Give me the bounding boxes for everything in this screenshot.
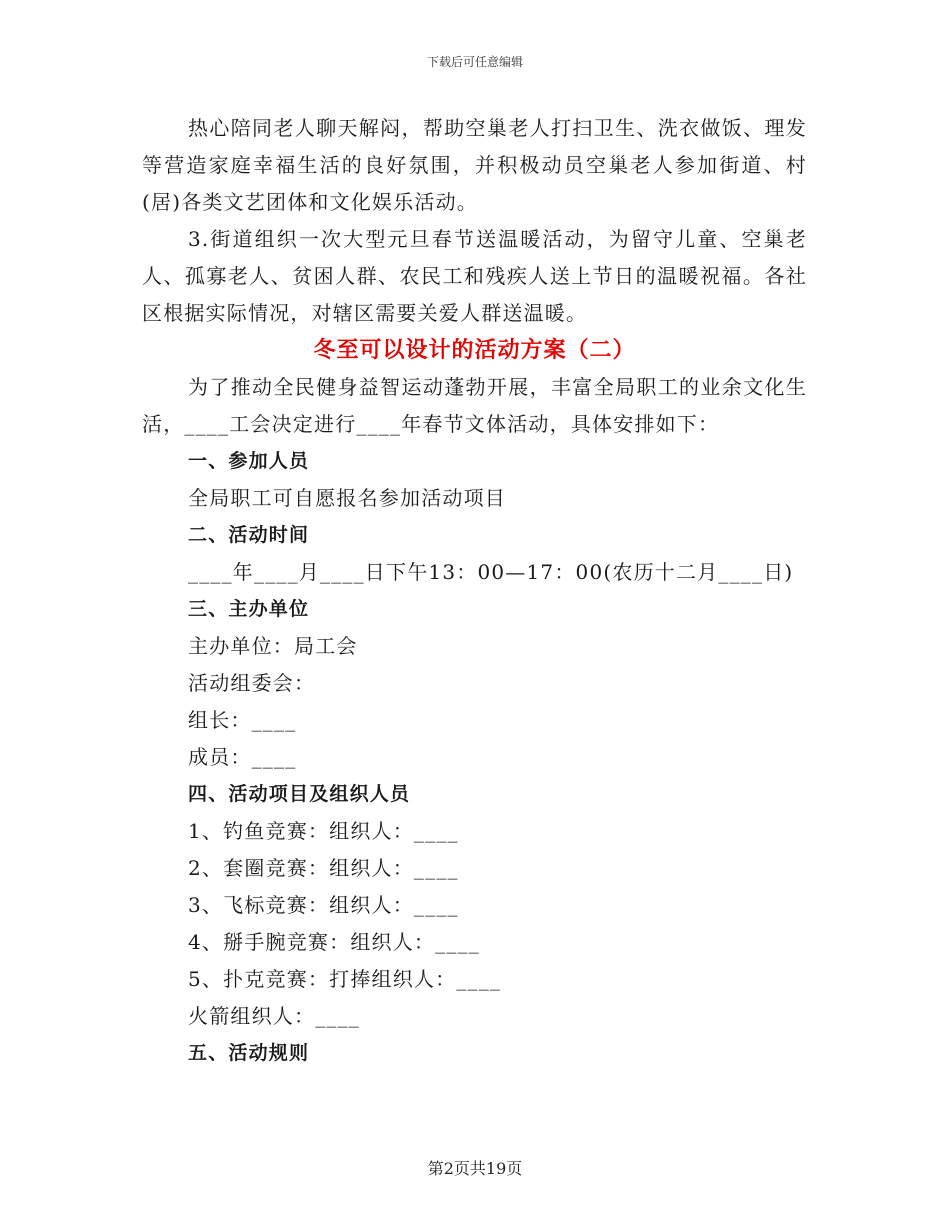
heading-host: 三、主办单位	[188, 598, 310, 620]
leader-text: 组长：____	[188, 708, 297, 732]
list-item: 5、扑克竞赛：打捧组织人：____	[188, 967, 502, 991]
list-item: 3、飞标竞赛：组织人：____	[188, 893, 459, 917]
members-text: 成员：____	[188, 745, 297, 769]
list-item: 4、掰手腕竞赛：组织人：____	[188, 930, 480, 954]
paragraph: 热心陪同老人聊天解闷，帮助空巢老人打扫卫生、洗衣做饭、理发等营造家庭幸福生活的良好氛围，并积极动员空巢老人参加街道、村(居)各类文艺团体和文化娱乐活动。	[142, 116, 807, 214]
time-text: ____年____月____日下午13：00—17：00(农历十二月____日)	[188, 560, 794, 584]
heading-participants: 一、参加人员	[188, 450, 310, 472]
page-footer: 第2页共19页	[427, 1159, 523, 1178]
participants-text: 全局职工可自愿报名参加活动项目	[188, 486, 506, 510]
list-item: 火箭组织人：____	[188, 1004, 360, 1028]
heading-rules: 五、活动规则	[188, 1042, 310, 1064]
list-item: 2、套圈竞赛：组织人：____	[188, 856, 459, 880]
heading-items: 四、活动项目及组织人员	[188, 783, 411, 805]
document-body	[142, 110, 807, 1072]
paragraph: 3.街道组织一次大型元旦春节送温暖活动，为留守儿童、空巢老人、孤寡老人、贫困人群、农民工和残疾人送上节日的温暖祝福。各社区根据实际情况，对辖区需要关爱人群送温暖。	[142, 227, 807, 325]
list-item: 1、钓鱼竞赛：组织人：____	[188, 819, 459, 843]
heading-time: 二、活动时间	[188, 524, 310, 546]
section-title: 冬至可以设计的活动方案（二）	[313, 338, 636, 363]
intro-paragraph: 为了推动全民健身益智运动蓬勃开展，丰富全局职工的业余文化生活，____工会决定进行____年春节文体活动，具体安排如下：	[142, 375, 807, 436]
page-header: 下载后可任意编辑	[426, 55, 523, 69]
committee-text: 活动组委会：	[188, 671, 316, 695]
host-text: 主办单位：局工会	[188, 634, 358, 658]
